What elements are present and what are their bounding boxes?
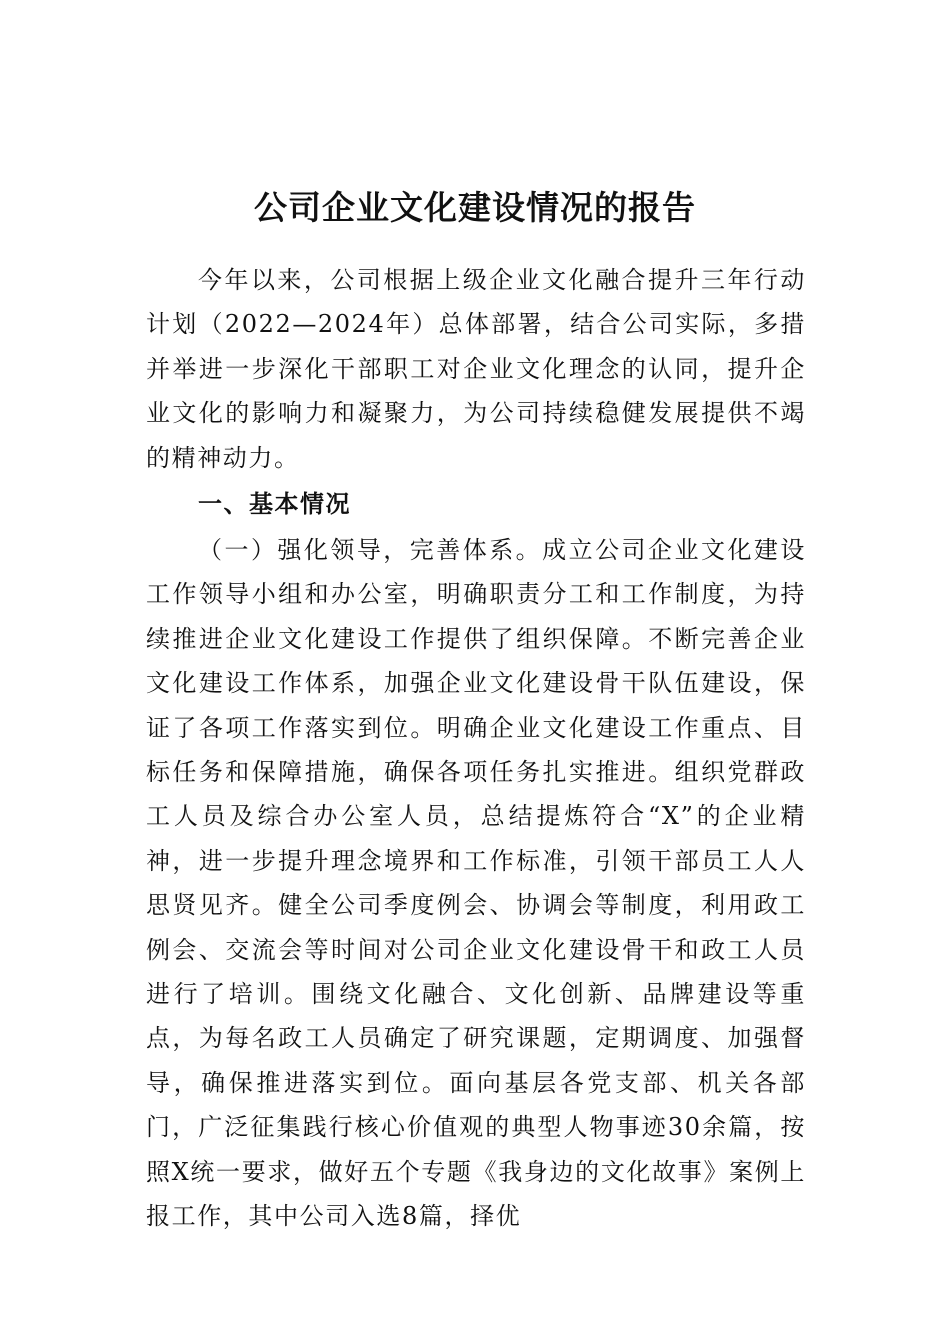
section-heading-basic-situation: 一、基本情况 <box>198 490 351 518</box>
document-title: 公司企业文化建设情况的报告 <box>254 188 696 228</box>
subsection-heading: （一）强化领导，完善体系。 <box>198 536 543 564</box>
subsection-paragraph-leadership <box>146 528 806 1239</box>
intro-paragraph: 今年以来，公司根据上级企业文化融合提升三年行动计划（2022—2024年）总体部署，结合公司实际，多措并举进一步深化干部职工对企业文化理念的认同，提升企业文化的影响力和凝聚力，为公司持续稳健发展提供不竭的精神动力。 <box>146 266 806 472</box>
subsection-body: 成立公司企业文化建设工作领导小组和办公室，明确职责分工和工作制度，为持续推进企业文化建设工作提供了组织保障。不断完善企业文化建设工作体系，加强企业文化建设骨干队伍建设，保证了各项工作落实到位。明确企业文化建设工作重点、目标任务和保障措施，确保各项任务扎实推进。组织党群政工人员及综合办公室人员，总结提炼符合“X”的企业精神，进一步提升理念境界和工作标准，引领干部员工人人思贤见齐。健全公司季度例会、协调会等制度，利用政工例会、交流会等时间对公司企业文化建设骨干和政工人员进行了培训。围绕文化融合、文化创新、品牌建设等重点，为每名政工人员确定了研究课题，定期调度、加强督导，确保推进落实到位。面向基层各党支部、机关各部门，广泛征集践行核心价值观的典型人物事迹30余篇，按照X统一要求，做好五个专题《我身边的文化故事》案例上报工作，其中公司入选8篇，择优 <box>146 536 806 1231</box>
